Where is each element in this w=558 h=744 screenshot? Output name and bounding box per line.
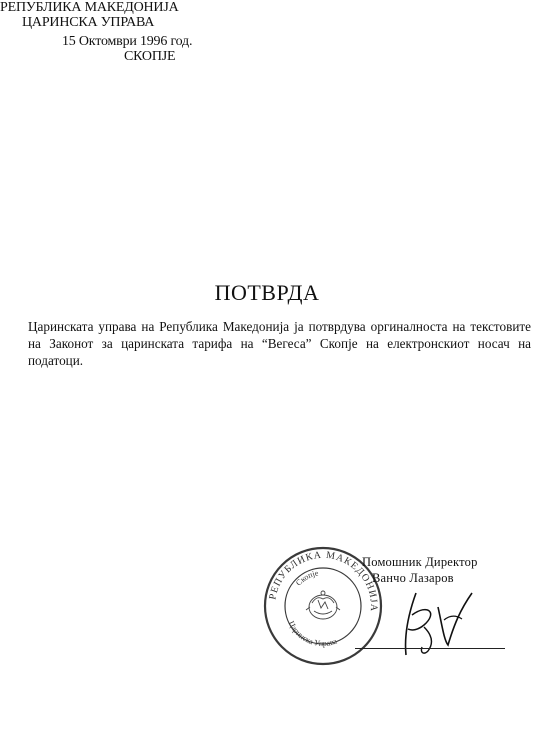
header-line-date: 15 Октомври 1996 год. — [62, 34, 193, 49]
header-line-country: РЕПУБЛИКА МАКЕДОНИЈА — [0, 0, 179, 15]
stamp-inner-top-text: Скопје — [294, 568, 320, 588]
header-line-city: СКОПЈЕ — [124, 49, 176, 64]
stamp-outer-text: РЕПУБЛИКА МАКЕДОНИЈА — [267, 549, 380, 613]
confirmation-paragraph: Царинската управа на Република Македонија ја потврдува оргиналноста на текстовите на Законот за царинската тарифа на “Вегеса” Скопје на електронскиот носач на податоци. — [28, 319, 531, 368]
header-line-institution: ЦАРИНСКА УПРАВА — [22, 15, 155, 30]
signatory-name: Ванчо Лазаров — [372, 571, 454, 585]
coat-of-arms-icon — [306, 591, 340, 619]
signature-line — [355, 648, 505, 649]
signatory-title: Помошник Директор — [362, 555, 478, 569]
stamp-inner-bottom-text: Царинска Управа — [286, 619, 339, 649]
document-title: ПОТВРДА — [214, 280, 320, 305]
